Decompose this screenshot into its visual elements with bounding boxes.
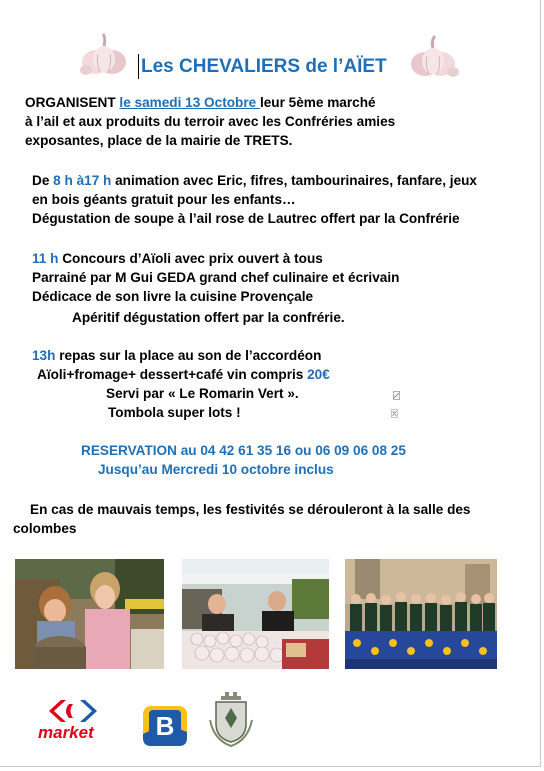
page-title: Les CHEVALIERS de l’AÏET xyxy=(141,56,387,77)
animation-de: De xyxy=(32,173,54,188)
event-date: le samedi 13 Octobre xyxy=(119,95,260,110)
repas-menu: Aïoli+fromage+ dessert+café vin compris xyxy=(37,367,308,382)
animation-line-1 xyxy=(32,172,477,190)
repas-rest: repas sur la place au son de l’accordéon xyxy=(55,348,322,363)
b-logo-icon xyxy=(141,704,189,748)
organisent-text: ORGANISENT xyxy=(25,95,116,110)
svg-text:B: B xyxy=(155,711,175,741)
concours-line-1 xyxy=(32,250,323,268)
photo-children-aioli xyxy=(15,559,164,669)
concours-line-2: Parrainé par M Gui GEDA grand chef culinaire et écrivain xyxy=(32,270,400,285)
intro-line-3: exposantes, place de la mairie de TRETS. xyxy=(25,133,293,148)
photo-confreries-group xyxy=(345,559,497,669)
intro-rest: leur 5ème marché xyxy=(259,95,376,110)
broken-image-icon xyxy=(393,391,400,400)
repas-price: 20€ xyxy=(307,367,330,382)
concours-line-4: Apéritif dégustation offert par la confrérie. xyxy=(72,310,345,325)
reservation-phone: RESERVATION au 04 42 61 35 16 ou 06 09 06 08 25 xyxy=(81,443,406,458)
concours-rest: Concours d’Aïoli avec prix ouvert à tous xyxy=(58,251,323,266)
garlic-icon-left xyxy=(76,32,134,78)
repas-line-4: Tombola super lots ! xyxy=(108,405,241,420)
broken-image-icon-2 xyxy=(391,409,398,418)
animation-rest: animation avec Eric, fifres, tambourinaires, fanfare, jeux xyxy=(111,173,477,188)
weather-line-2: colombes xyxy=(13,521,77,536)
photo-garlic-stall xyxy=(182,559,329,669)
repas-line-1 xyxy=(32,347,321,365)
carrefour-logo-icon xyxy=(36,696,110,726)
carrefour-market-text: market xyxy=(38,723,94,742)
animation-hours: 8 h à17 h xyxy=(53,173,112,188)
intro-line-2: à l’ail et aux produits du terroir avec les Confréries amies xyxy=(25,114,396,129)
repas-line-2 xyxy=(37,366,330,384)
concours-line-3: Dédicace de son livre la cuisine Provençale xyxy=(32,289,314,304)
animation-line-3: Dégustation de soupe à l’ail rose de Lautrec offert par la Confrérie xyxy=(32,211,460,226)
reservation-deadline: Jusqu’au Mercredi 10 octobre inclus xyxy=(98,462,334,477)
repas-time: 13h xyxy=(32,348,56,363)
carrefour-market-logo xyxy=(36,696,110,742)
intro-line-1 xyxy=(25,94,376,112)
repas-line-3: Servi par « Le Romarin Vert ». xyxy=(106,386,299,401)
concours-time: 11 h xyxy=(32,251,59,266)
weather-line-1: En cas de mauvais temps, les festivités se dérouleront à la salle des xyxy=(30,502,471,517)
garlic-icon-right xyxy=(405,34,463,80)
coat-of-arms-icon xyxy=(206,690,256,748)
text-cursor xyxy=(138,54,139,79)
animation-line-2: en bois géants gratuit pour les enfants… xyxy=(32,192,296,207)
